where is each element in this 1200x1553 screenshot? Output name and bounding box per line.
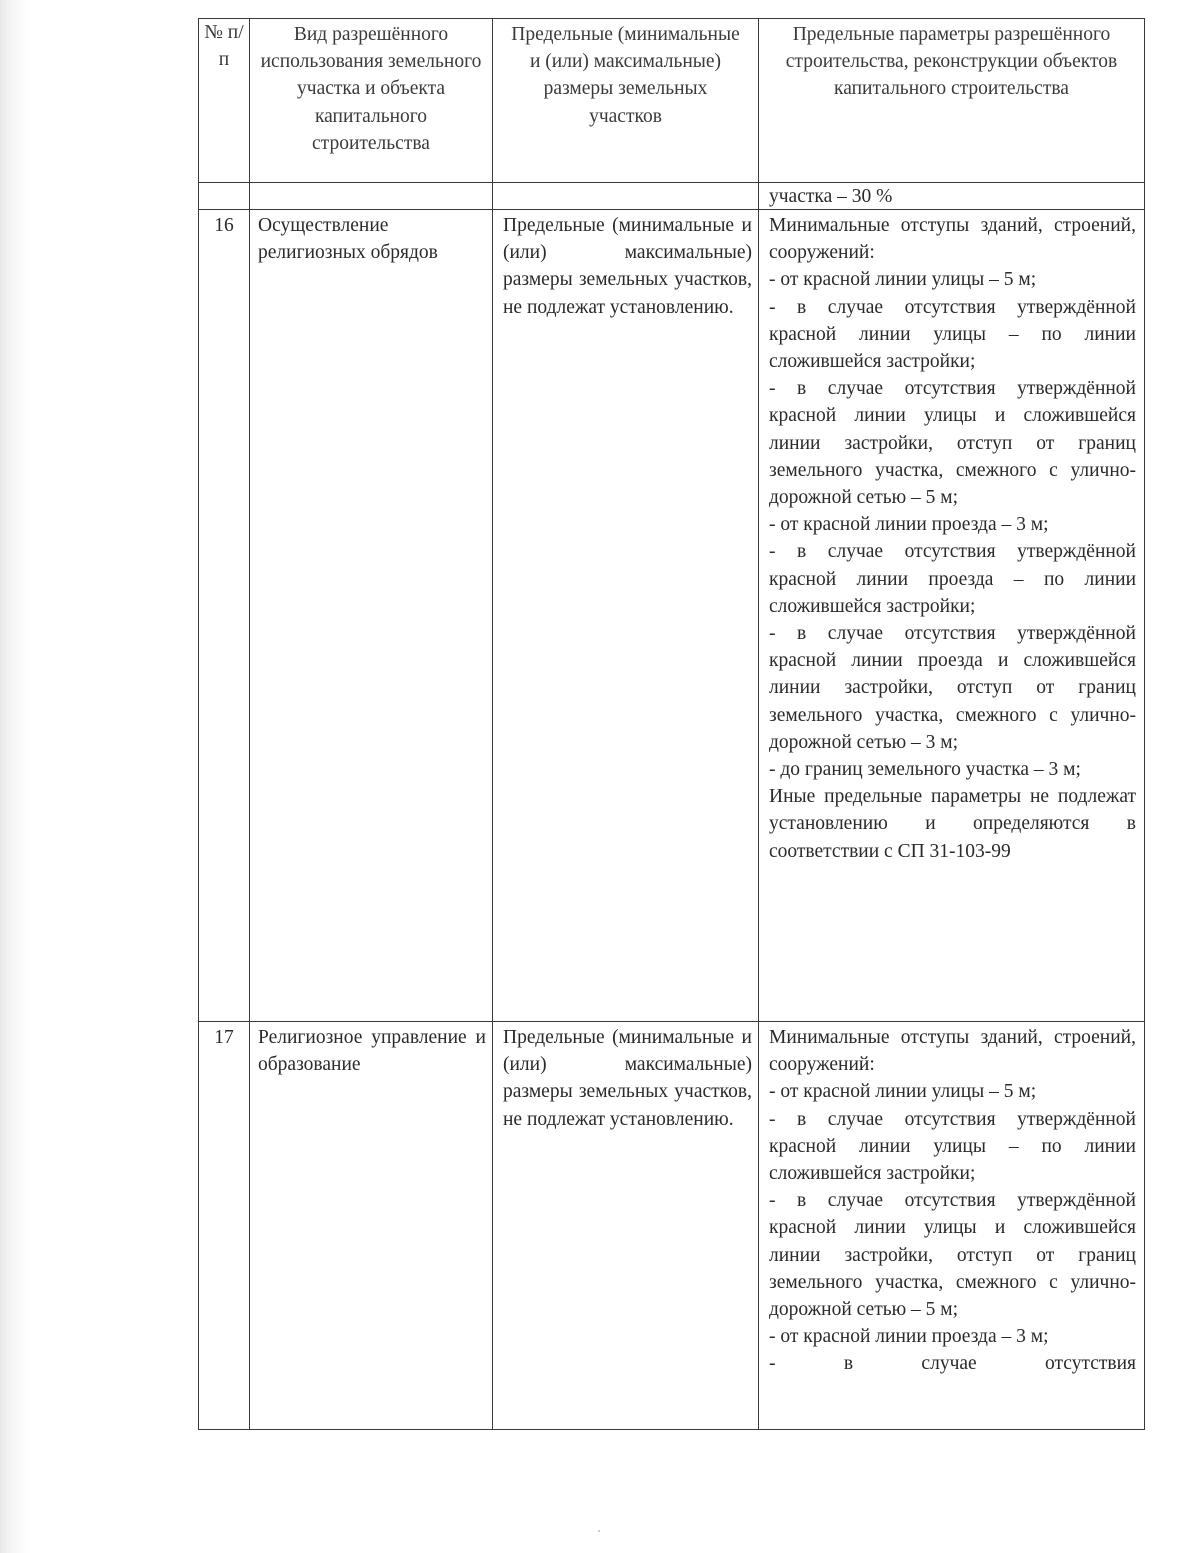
param-line: - в случае отсутствия bbox=[769, 1353, 1136, 1375]
param-line: - в случае отсутствия утверждённой красной линии проезда – по линии сложившейся застройки; bbox=[769, 541, 1136, 617]
row-build-params bbox=[759, 210, 1145, 1022]
param-line: - от красной линии улицы – 5 м; bbox=[769, 1081, 1037, 1103]
table-row bbox=[199, 1022, 1145, 1430]
param-line: - в случае отсутствия утверждённой красной линии улицы и сложившейся линии застройки, отступ от границ земельного участка, смежного с улично-дорожной сетью – 5 м; bbox=[769, 1190, 1136, 1321]
param-line: - от красной линии улицы – 5 м; bbox=[769, 269, 1037, 291]
param-line: - в случае отсутствия утверждённой красной линии улицы – по линии сложившейся застройки; bbox=[769, 296, 1136, 373]
param-line: - в случае отсутствия утверждённой красной линии улицы – по линии сложившейся застройки; bbox=[769, 1108, 1136, 1185]
param-line: - от красной линии проезда – 3 м; bbox=[769, 514, 1049, 536]
param-line: Минимальные отступы зданий, строений, сооружений: bbox=[769, 1027, 1136, 1076]
param-line: - от красной линии проезда – 3 м; bbox=[769, 1326, 1049, 1348]
row-use-type: Религиозное управление и образование bbox=[250, 1022, 493, 1430]
continuation-row bbox=[199, 183, 1145, 210]
param-line: - в случае отсутствия утверждённой красной линии проезда и сложившейся линии застройки, отступ от границ земельного участка, смежного с улично-дорожной сетью – 3 м; bbox=[769, 623, 1136, 753]
row-plot-size: Предельные (минимальные и (или) максимальные) размеры земельных участков, не подлежат установлению. bbox=[493, 1022, 759, 1430]
param-line: Иные предельные параметры не подлежат установлению и определяются в соответствии с СП 31-103-99 bbox=[769, 786, 1136, 862]
header-build-params: Предельные параметры разрешённого строительства, реконструкции объектов капитального строительства bbox=[759, 19, 1145, 183]
row-plot-size: Предельные (минимальные и (или) максимальные) размеры земельных участков, не подлежат установлению. bbox=[493, 210, 759, 1022]
param-line: Минимальные отступы зданий, строений, сооружений: bbox=[769, 215, 1136, 264]
scan-speck bbox=[598, 1530, 600, 1532]
param-line: - до границ земельного участка – 3 м; bbox=[769, 759, 1081, 781]
table-header-row bbox=[199, 19, 1145, 183]
row-number: 17 bbox=[199, 1022, 250, 1430]
table-row bbox=[199, 210, 1145, 1022]
continuation-text: участка – 30 % bbox=[759, 183, 1145, 210]
header-use-type: Вид разрешённого использования земельного участка и объекта капитального строительства bbox=[250, 19, 493, 183]
row-number: 16 bbox=[199, 210, 250, 1022]
row-use-type: Осуществление религиозных обрядов bbox=[250, 210, 493, 1022]
param-line: - в случае отсутствия утверждённой красной линии улицы и сложившейся линии застройки, отступ от границ земельного участка, смежного с улично-дорожной сетью – 5 м; bbox=[769, 378, 1136, 509]
regulations-table bbox=[198, 18, 1145, 1430]
row-build-params bbox=[759, 1022, 1145, 1430]
scan-edge-shadow bbox=[0, 0, 30, 1553]
header-number: № п/п bbox=[199, 19, 250, 183]
header-plot-size: Предельные (минимальные и (или) максимальные) размеры земельных участков bbox=[493, 19, 759, 183]
